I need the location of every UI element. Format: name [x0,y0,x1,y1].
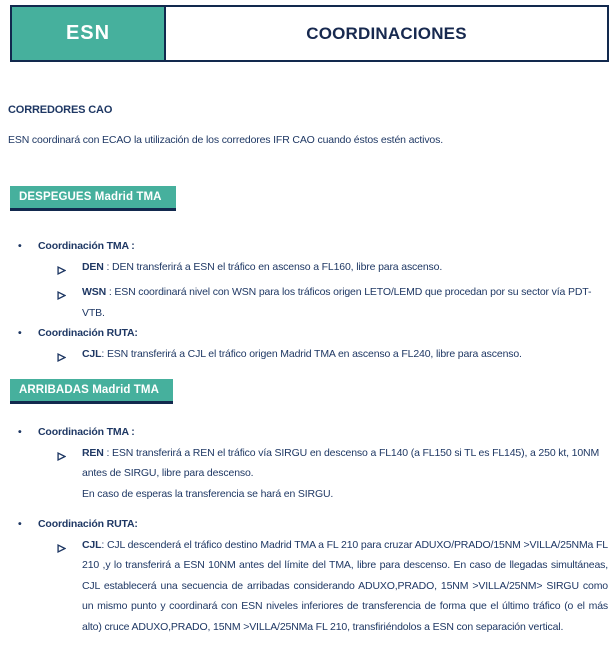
document-header [10,5,609,62]
item-text-continuation: En caso de esperas la transferencia se hará en SIRGU. [82,487,334,500]
sector-code-cell: ESN [12,7,166,60]
item-lead: DEN [82,260,104,273]
item-text: ESN coordinará nivel con WSN para los tráficos origen LETO/LEMD que procedan por su sector vía PDT-VTB. [82,286,592,319]
corredores-cao-block [8,100,607,150]
group-label-tma [18,236,608,257]
group-label-ruta [18,514,608,535]
section-despegues [10,186,176,211]
arrowhead-right-icon [57,443,82,505]
despegues-list [0,236,608,369]
arribadas-list [0,422,608,637]
item-text: ESN transferirá a REN el tráfico vía SIRGU en descenso a FL140 (a FL150 si TL es FL145), a 250 kt, 10NM antes de SIRGU, libre para descenso. [82,446,600,479]
item-text: DEN transferirá a ESN el tráfico en ascenso a FL160, libre para ascenso. [112,260,443,273]
group-label-text: Coordinación RUTA: [38,518,138,530]
section-arribadas [10,379,173,404]
item-text: ESN transferirá a CJL el tráfico origen Madrid TMA en ascenso a FL240, libre para ascenso. [106,347,522,360]
section-chip-despegues: DESPEGUES Madrid TMA [10,186,176,211]
arrowhead-right-icon [57,344,82,370]
item-sep: : [101,538,107,551]
item-lead: WSN [82,286,107,298]
list-item-cjl-despegues [57,344,608,370]
group-label-tma [18,422,608,443]
item-sep: : [103,446,113,459]
group-label-text: Coordinación TMA : [38,426,135,438]
corredores-cao-text: ESN coordinará con ECAO la utilización de los corredores IFR CAO cuando éstos estén activos. [8,133,443,146]
corredores-cao-heading: CORREDORES CAO [8,104,113,116]
group-label-text: Coordinación RUTA: [38,327,138,339]
bullet-dot-icon: • [18,518,22,530]
item-text: CJL descenderá el tráfico destino Madrid TMA a FL 210 para cruzar ADUXO/PRADO/15NM >VILLA/25NMa FL 210 ,y lo transferirá a ESN 10NM antes del límite del TMA, libre para descenso. En caso de llegadas simultáneas, CJL establecerá una secuencia de arribadas considerando ADUXO,PRADO, 15NM >VILLA/25NM> SIRGU como un mismo punto y coordinará con ESN niveles inferiores de transferencia de forma que el último tráfico (o el más alto) cruce ADUXO,PRADO, 15NM >VILLA/25NMa FL 210, transfiriéndolos a ESN con separación vertical. [82,538,608,633]
item-sep: : [106,286,115,298]
bullet-dot-icon: • [18,327,22,339]
item-sep: : [103,260,113,273]
list-item-den [57,257,608,283]
list-item-cjl-arribadas [57,535,608,638]
item-sep: : [101,347,107,360]
bullet-dot-icon: • [18,240,22,252]
page-title: COORDINACIONES [166,7,607,60]
bullet-dot-icon: • [18,426,22,438]
item-lead: CJL [82,347,102,360]
item-lead: CJL [82,538,102,551]
group-label-text: Coordinación TMA : [38,240,135,252]
group-label-ruta [18,323,608,344]
list-item-ren [57,443,608,505]
arrowhead-right-icon [57,282,82,323]
arrowhead-right-icon [57,257,82,283]
section-chip-arribadas: ARRIBADAS Madrid TMA [10,379,173,404]
arrowhead-right-icon [57,535,82,638]
list-item-wsn [57,282,608,323]
item-lead: REN [82,446,104,459]
